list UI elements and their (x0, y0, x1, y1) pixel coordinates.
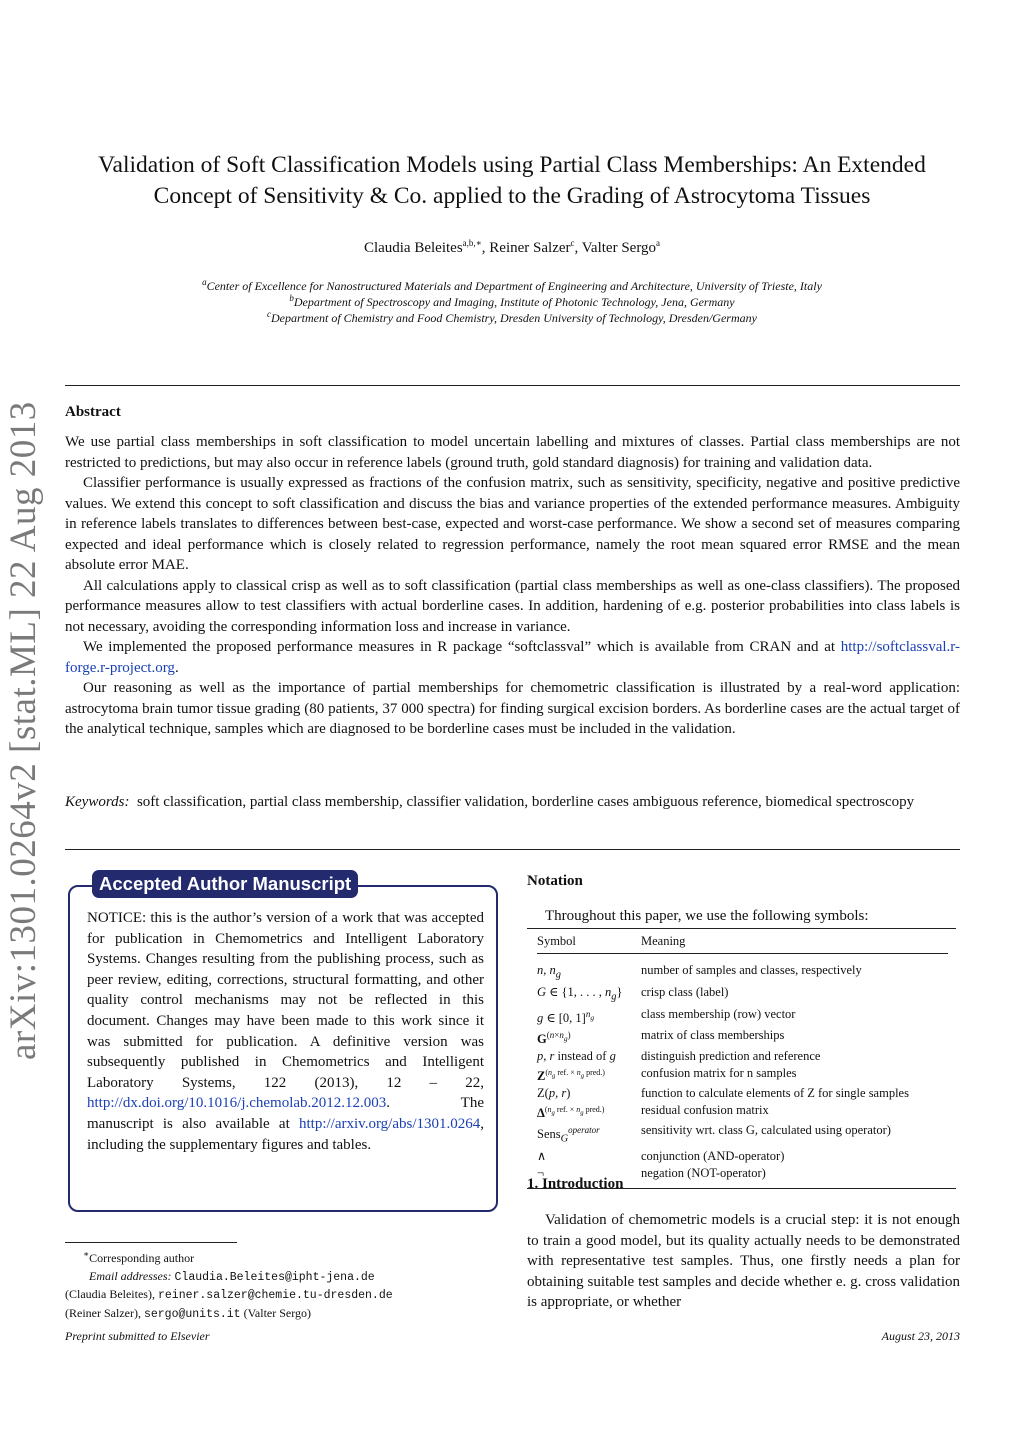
softclassval-link[interactable]: http://softclassval.r-forge.r-project.org (65, 639, 960, 676)
paper-title (60, 150, 964, 212)
footnotes: ∗Corresponding author Email addresses: Claudia.Beleites@ipht-jena.de (Claudia Beleites), reiner.salzer@chemie.tu-dresden.de (Reiner Salzer), sergo@units.it (Valter Sergo) (65, 1249, 393, 1321)
doi-link[interactable]: http://dx.doi.org/10.1016/j.chemolab.2012.12.003 (87, 1095, 387, 1112)
manuscript-box-label: Accepted Author Manuscript (92, 870, 358, 898)
table-row: Z(p, r) function to calculate elements of Z for single samples (537, 1085, 909, 1100)
keywords (65, 792, 960, 813)
corresponding-author-note: Corresponding author (89, 1251, 195, 1265)
table-row: p, r instead of g distinguish prediction and reference (537, 1048, 821, 1063)
author-name: Reiner Salzer (489, 240, 571, 256)
abstract-paragraph: Classifier performance is usually expressed as fractions of the confusion matrix, such as sensitivity, specificity, negative and positive predictive values. We extend this concept to soft classification and discuss the bias and variance properties of the extended performance measures. Ambiguity in reference labels translates to differences between best-case, expected and worst-case performance. We show a second set of measures comparing expected and ideal performance which is closely related to regression performance, namely the root mean squared error RMSE and the mean absolute error MAE. (65, 475, 960, 573)
table-row: ¬ negation (NOT-operator) (537, 1165, 766, 1180)
abstract-body (65, 432, 960, 740)
table-row: ∧ conjunction (AND-operator) (537, 1149, 785, 1164)
table-row: g ∈ [0, 1]$^{n_g}$ class membership (row) vector (537, 1007, 796, 1026)
footnote-rule (65, 1242, 237, 1243)
table-row: $G^{(n\times n_g)}$ matrix of class memberships (537, 1027, 785, 1047)
email-label: Email addresses: (89, 1268, 172, 1283)
divider-bottom (65, 849, 960, 850)
abstract-paragraph: All calculations apply to classical crisp as well as to soft classification (partial class memberships as well as one-class classifiers). The proposed performance measures allow to test classifiers with actual borderline cases. In addition, hardening of e.g. posterior probabilities into class labels is not necessary, avoiding the corresponding information loss and increase in variance. (65, 577, 960, 635)
notation-intro: Throughout this paper, we use the following symbols: (545, 908, 869, 924)
divider-top (65, 385, 960, 386)
email-sergo[interactable]: sergo@units.it (143, 1307, 241, 1321)
col-meaning: Meaning (641, 934, 686, 948)
abstract-heading: Abstract (65, 404, 121, 420)
email-beleites[interactable]: Claudia.Beleites@ipht-jena.de (174, 1270, 375, 1284)
notation-table (527, 928, 956, 1189)
abstract-paragraph: We implemented the proposed performance measures in R package “softclassval” which is available from CRAN and at http://softclassval.r-forge.r-project.org. (65, 639, 960, 676)
keywords-text: soft classification, partial class membership, classifier validation, borderline cases ambiguous reference, biomedical spectroscopy (136, 794, 915, 810)
affiliation-c: $^c$Department of Chemistry and Food Chemistry, Dresden University of Technology, Dresden/Germany (267, 309, 757, 325)
affiliation-a: $^a$Center of Excellence for Nanostructured Materials and Department of Engineering and Architecture, University of Trieste, Italy (202, 277, 822, 293)
table-row: G ∈ {1, . . . , $n_g$} crisp class (label) (537, 984, 729, 1003)
preprint-note: Preprint submitted to Elsevier (65, 1329, 210, 1343)
arxiv-link[interactable]: http://arxiv.org/abs/1301.0264 (299, 1115, 481, 1132)
author-sup: a,b,∗ (462, 238, 482, 248)
preprint-date: August 23, 2013 (881, 1329, 960, 1343)
affiliation-b: $^b$Department of Spectroscopy and Imaging, Institute of Photonic Technology, Jena, Germany (289, 293, 735, 309)
arxiv-stamp: arXiv:1301.0264v2 [stat.ML] 22 Aug 2013 (3, 401, 44, 1060)
table-row: Sens$_G^{operator}$ sensitivity wrt. class G, calculated using operator) (537, 1122, 891, 1145)
keywords-label: Keywords: (65, 794, 130, 810)
author-list: Claudia Beleites$^{a,b,∗}$, Reiner Salzer$^c$, Valter Sergo$^a$ (363, 238, 661, 256)
table-row: $\Delta^{(n_g ref. \times n_g pred.)}$ residual confusion matrix (537, 1102, 769, 1120)
email-salzer[interactable]: reiner.salzer@chemie.tu-dresden.de (157, 1289, 393, 1302)
introduction-text: Validation of chemometric models is a crucial step: it is not enough to train a good model, but its quality actually needs to be demonstrated with representative test samples. Thus, one firstly needs a plan for obtaining suitable test samples and decide whether e. g. cross validation is appropriate, or whether (527, 1212, 960, 1311)
table-row: n, $n_g$ number of samples and classes, respectively (537, 962, 862, 981)
notation-heading: Notation (527, 873, 583, 889)
title-line-1: Validation of Soft Classification Models using Partial Class Memberships: An Extended (98, 152, 926, 178)
title-line-2: Concept of Sensitivity & Co. applied to the Grading of Astrocytoma Tissues (153, 183, 871, 209)
author-name: Claudia Beleites (363, 240, 463, 256)
abstract-paragraph: Our reasoning as well as the importance of partial memberships for chemometric classification is illustrated by a real-word application: astrocytoma brain tumor tissue grading (80 patients, 37 000 spectra) for finding surgical excision borders. As borderline cases are the actual target of the analytical technique, samples which are diagnosed to be borderline cases must be included in the validation. (65, 680, 960, 737)
manuscript-notice: NOTICE: this is the author’s version of a work that was accepted for publication in Chemometrics and Intelligent Laboratory Systems. Changes resulting from the publishing process, such as peer review, editing, corrections, structural formatting, and other quality control mechanisms may not be reflected in this document. Changes may have been made to this work since it was submitted for publication. A definitive version was subsequently published in Chemometrics and Intelligent Laboratory Systems, 122 (2013), 12 – 22, http://dx.doi.org/10.1016/j.chemolab.2012.12.003. The manuscript is also available at http://arxiv.org/abs/1301.0264, including the supplementary figures and tables. (87, 910, 485, 1153)
author-name: Valter Sergo (581, 240, 657, 256)
notation-header-row (527, 933, 956, 950)
author-sup: a (656, 238, 661, 248)
col-symbol: Symbol (537, 934, 576, 948)
table-row: $Z^{(n_g ref. \times n_g pred.)}$ confusion matrix for n samples (537, 1065, 797, 1083)
abstract-paragraph: We use partial class memberships in soft classification to model uncertain labelling and mixtures of classes. Partial class memberships are not restricted to predictions, but may also occur in reference labels (ground truth, gold standard diagnosis) for training and validation data. (65, 434, 960, 471)
introduction-heading: 1. Introduction (527, 1176, 624, 1192)
author-sup: c (570, 238, 575, 248)
